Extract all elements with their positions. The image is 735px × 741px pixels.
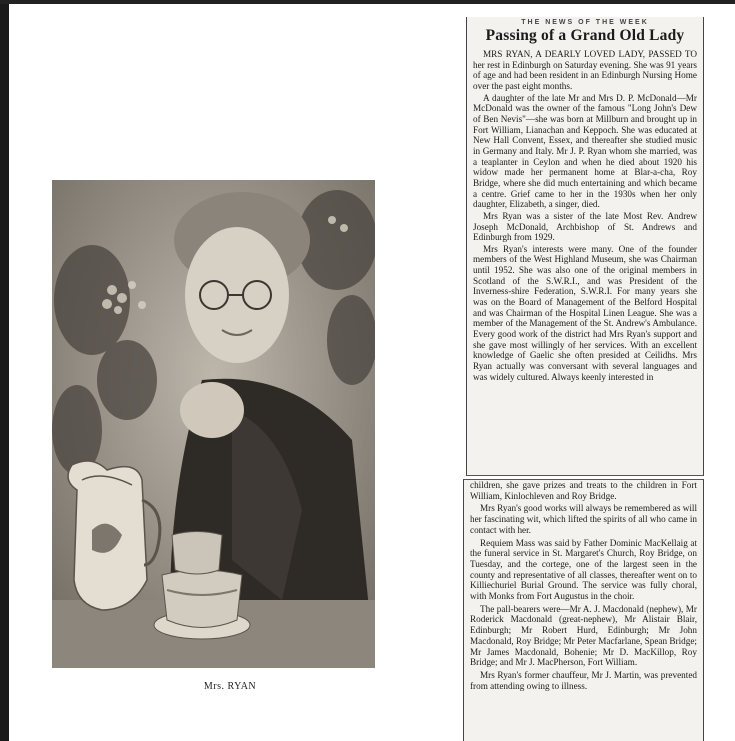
scan-top-edge	[0, 0, 735, 4]
article-clipping-part-1	[466, 17, 704, 476]
article-paragraph: Mrs Ryan's good works will always be remembered as will her fascinating wit, which lifted the spirits of all who came in contact with her.	[470, 503, 697, 535]
section-kicker: THE NEWS OF THE WEEK	[521, 19, 649, 25]
article-paragraph: children, she gave prizes and treats to the children in Fort William, Kinlochleven and Roy Bridge.	[470, 480, 697, 501]
article-paragraph: A daughter of the late Mr and Mrs D. P. McDonald—Mr McDonald was the owner of the famous "Long John's Dew of Ben Nevis"—she was born at Millburn and brought up in Fort William, Lianachan and Keppoch. She was educated at New Hall Convent, Essex, and thereafter she studied music in Germany and Italy. Mr J. P. Ryan whom she married, was a teaplanter in Ceylon and when he died about 1920 his widow made her permanent home at Blar-a-cha, Roy Bridge, where she did much entertaining and which became a centre. Grief came to her in the 1930s when her only daughter, Elizabeth, a singer, died.	[473, 92, 697, 210]
article-paragraph: Requiem Mass was said by Father Dominic MacKellaig at the funeral service in St. Margaret's Church, Roy Bridge, on Tuesday, and the cortege, one of the largest seen in the county and representative of all classes, thereafter went on to Killiechuriel Burial Ground. The service was fully choral, with Monks from Fort Augustus in the choir.	[470, 537, 697, 602]
portrait-photo	[52, 180, 375, 668]
portrait-illustration	[52, 180, 375, 668]
photo-caption: Mrs. RYAN	[203, 681, 257, 692]
article-paragraph: Mrs Ryan's interests were many. One of the founder members of the West Highland Museum, she was Chairman until 1952. She was also one of the original members in Scotland of the S.W.R.I., and was President of the Inverness-shire Federation, S.W.R.I. For many years she was on the Board of Management of the Belford Hospital and was Chairman of the Hospital Linen League. She was a member of the Management of the St. Andrew's Ambulance. Every good work of the district had Mrs Ryan's support and she gave most willingly of her services. With an excellent knowledge of Gaelic she often presided at Ceilidhs. Mrs Ryan actually was conversant with several languages and was widely cultured. Always keenly interested in	[473, 243, 697, 382]
article-paragraph: Mrs Ryan was a sister of the late Most Rev. Andrew Joseph McDonald, Archbishop of St. Andrews and Edinburgh from 1929.	[473, 210, 697, 243]
article-paragraph: MRS RYAN, A DEARLY LOVED LADY, PASSED TO her rest in Edinburgh on Saturday evening. She was 91 years of age and had been resident in an Edinburgh Nursing Home over the past eight months.	[473, 49, 697, 91]
scan-edge	[0, 0, 9, 741]
article-paragraph: Mrs Ryan's former chauffeur, Mr J. Martin, was prevented from attending owing to illness.	[470, 669, 697, 691]
article-headline: Passing of a Grand Old Lady	[485, 27, 685, 44]
article-clipping-part-2	[463, 479, 704, 741]
article-paragraph: The pall-bearers were—Mr A. J. Macdonald (nephew), Mr Roderick Macdonald (great-nephew), Mr Alistair Blair, Edinburgh; Mr Robert Hurd, Edinburgh; Mr John Macdonald, Roy Bridge; Mr Peter Macfarlane, Spean Bridge; Mr James Macdonald, Bohenie; Mr D. MacKillop, Roy Bridge; and Mr J. MacPherson, Fort William.	[470, 603, 697, 668]
